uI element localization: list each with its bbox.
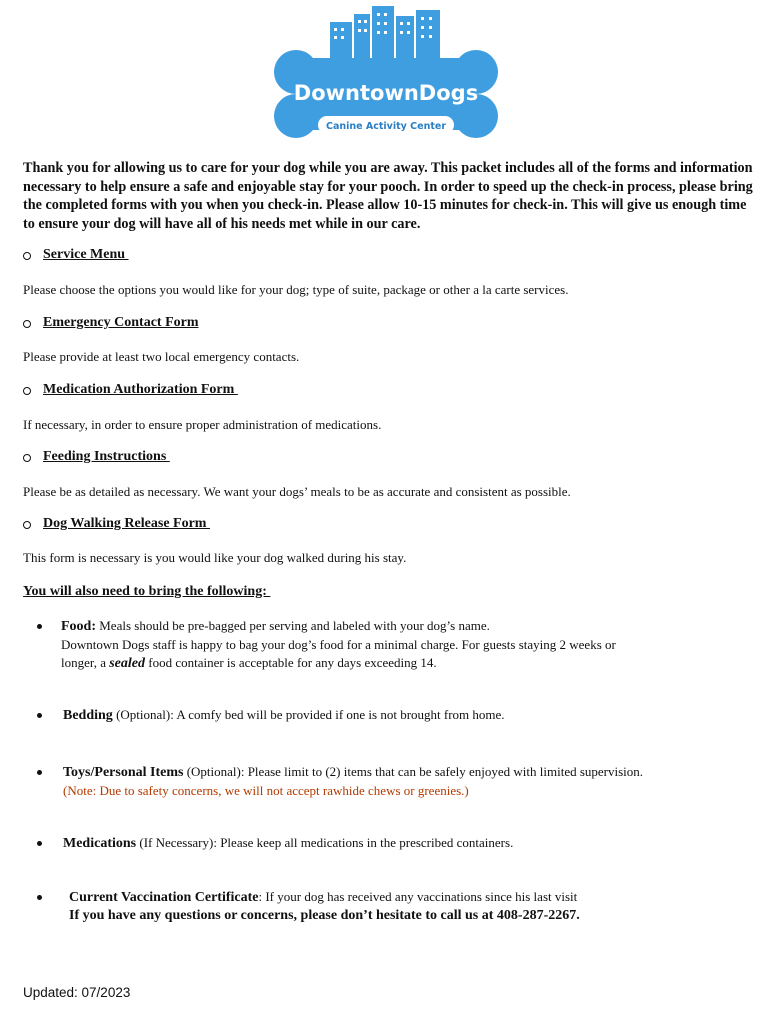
updated-date: Updated: 07/2023 [23, 985, 131, 1000]
item-vaccination-text: : If your dog has received any vaccinations since his last visit [258, 889, 578, 904]
item-food-line1: Meals should be pre-bagged per serving and labeled with your dog’s name. [96, 618, 490, 633]
form-desc-dog-walking-release: This form is necessary is you would like your dog walked during his stay. [23, 550, 407, 565]
item-vaccination-label: Current Vaccination Certificate [69, 890, 259, 905]
item-food-line3-pre: longer, a [61, 655, 110, 670]
logo-name: DowntownDogs [293, 81, 479, 105]
circle-bullet-icon [23, 320, 31, 328]
item-bedding [63, 706, 505, 725]
item-vaccination [69, 888, 580, 925]
downtowndogs-logo [270, 2, 502, 142]
bring-heading: You will also need to bring the following: [23, 584, 271, 599]
circle-bullet-icon [23, 454, 31, 462]
circle-bullet-icon [23, 521, 31, 529]
intro-paragraph: Thank you for allowing us to care for your dog while you are away. This packet includes all of the forms and information necessary to help ensure a safe and enjoyable stay for your pooch. In order to speed up the check-in process, please bring the completed forms with you when you check-in. Please allow 10-15 minutes for check-in. This will give us enough time to ensure your dog will have all of his needs met while in our care. [23, 160, 753, 232]
form-title-dog-walking-release: Dog Walking Release Form [43, 516, 210, 531]
logo-tagline: Canine Activity Center [325, 121, 447, 132]
item-toys-text: (Optional): Please limit to (2) items that can be safely enjoyed with limited supervision. [183, 764, 644, 779]
item-food-line2: Downtown Dogs staff is happy to bag your dog’s food for a minimal charge. For guests staying 2 weeks or [61, 637, 616, 652]
item-toys-label: Toys/Personal Items [63, 765, 184, 780]
item-medications [63, 834, 513, 853]
item-medications-text: (If Necessary): Please keep all medications in the prescribed containers. [136, 835, 514, 850]
item-food [61, 617, 616, 673]
item-bedding-text: (Optional): A comfy bed will be provided if one is not brought from home. [112, 707, 505, 722]
bullet-dot-icon [37, 770, 42, 775]
form-title-feeding-instructions: Feeding Instructions [43, 449, 170, 464]
bullet-dot-icon [37, 841, 42, 846]
form-desc-service-menu: Please choose the options you would like for your dog; type of suite, package or other a la carte services. [23, 282, 569, 297]
item-food-sealed: sealed [109, 656, 145, 671]
skyline-icon [330, 6, 440, 64]
item-food-line3-post: food container is acceptable for any days exceeding 14. [144, 655, 437, 670]
bullet-dot-icon [37, 895, 42, 900]
bullet-dot-icon [37, 713, 42, 718]
form-desc-feeding-instructions: Please be as detailed as necessary. We want your dogs’ meals to be as accurate and consistent as possible. [23, 484, 571, 499]
form-title-emergency-contact: Emergency Contact Form [43, 315, 199, 330]
circle-bullet-icon [23, 252, 31, 260]
contact-line: If you have any questions or concerns, please don’t hesitate to call us at 408-287-2267. [69, 908, 580, 923]
item-toys [63, 763, 643, 800]
form-title-medication-authorization: Medication Authorization Form [43, 382, 238, 397]
form-title-service-menu: Service Menu [43, 247, 129, 262]
item-medications-label: Medications [63, 836, 137, 851]
item-toys-note: (Note: Due to safety concerns, we will not accept rawhide chews or greenies.) [63, 783, 469, 798]
form-desc-medication-authorization: If necessary, in order to ensure proper administration of medications. [23, 417, 382, 432]
item-bedding-label: Bedding [63, 708, 113, 723]
bullet-dot-icon [37, 624, 42, 629]
circle-bullet-icon [23, 387, 31, 395]
item-food-label: Food: [61, 619, 96, 634]
form-desc-emergency-contact: Please provide at least two local emergency contacts. [23, 349, 300, 364]
